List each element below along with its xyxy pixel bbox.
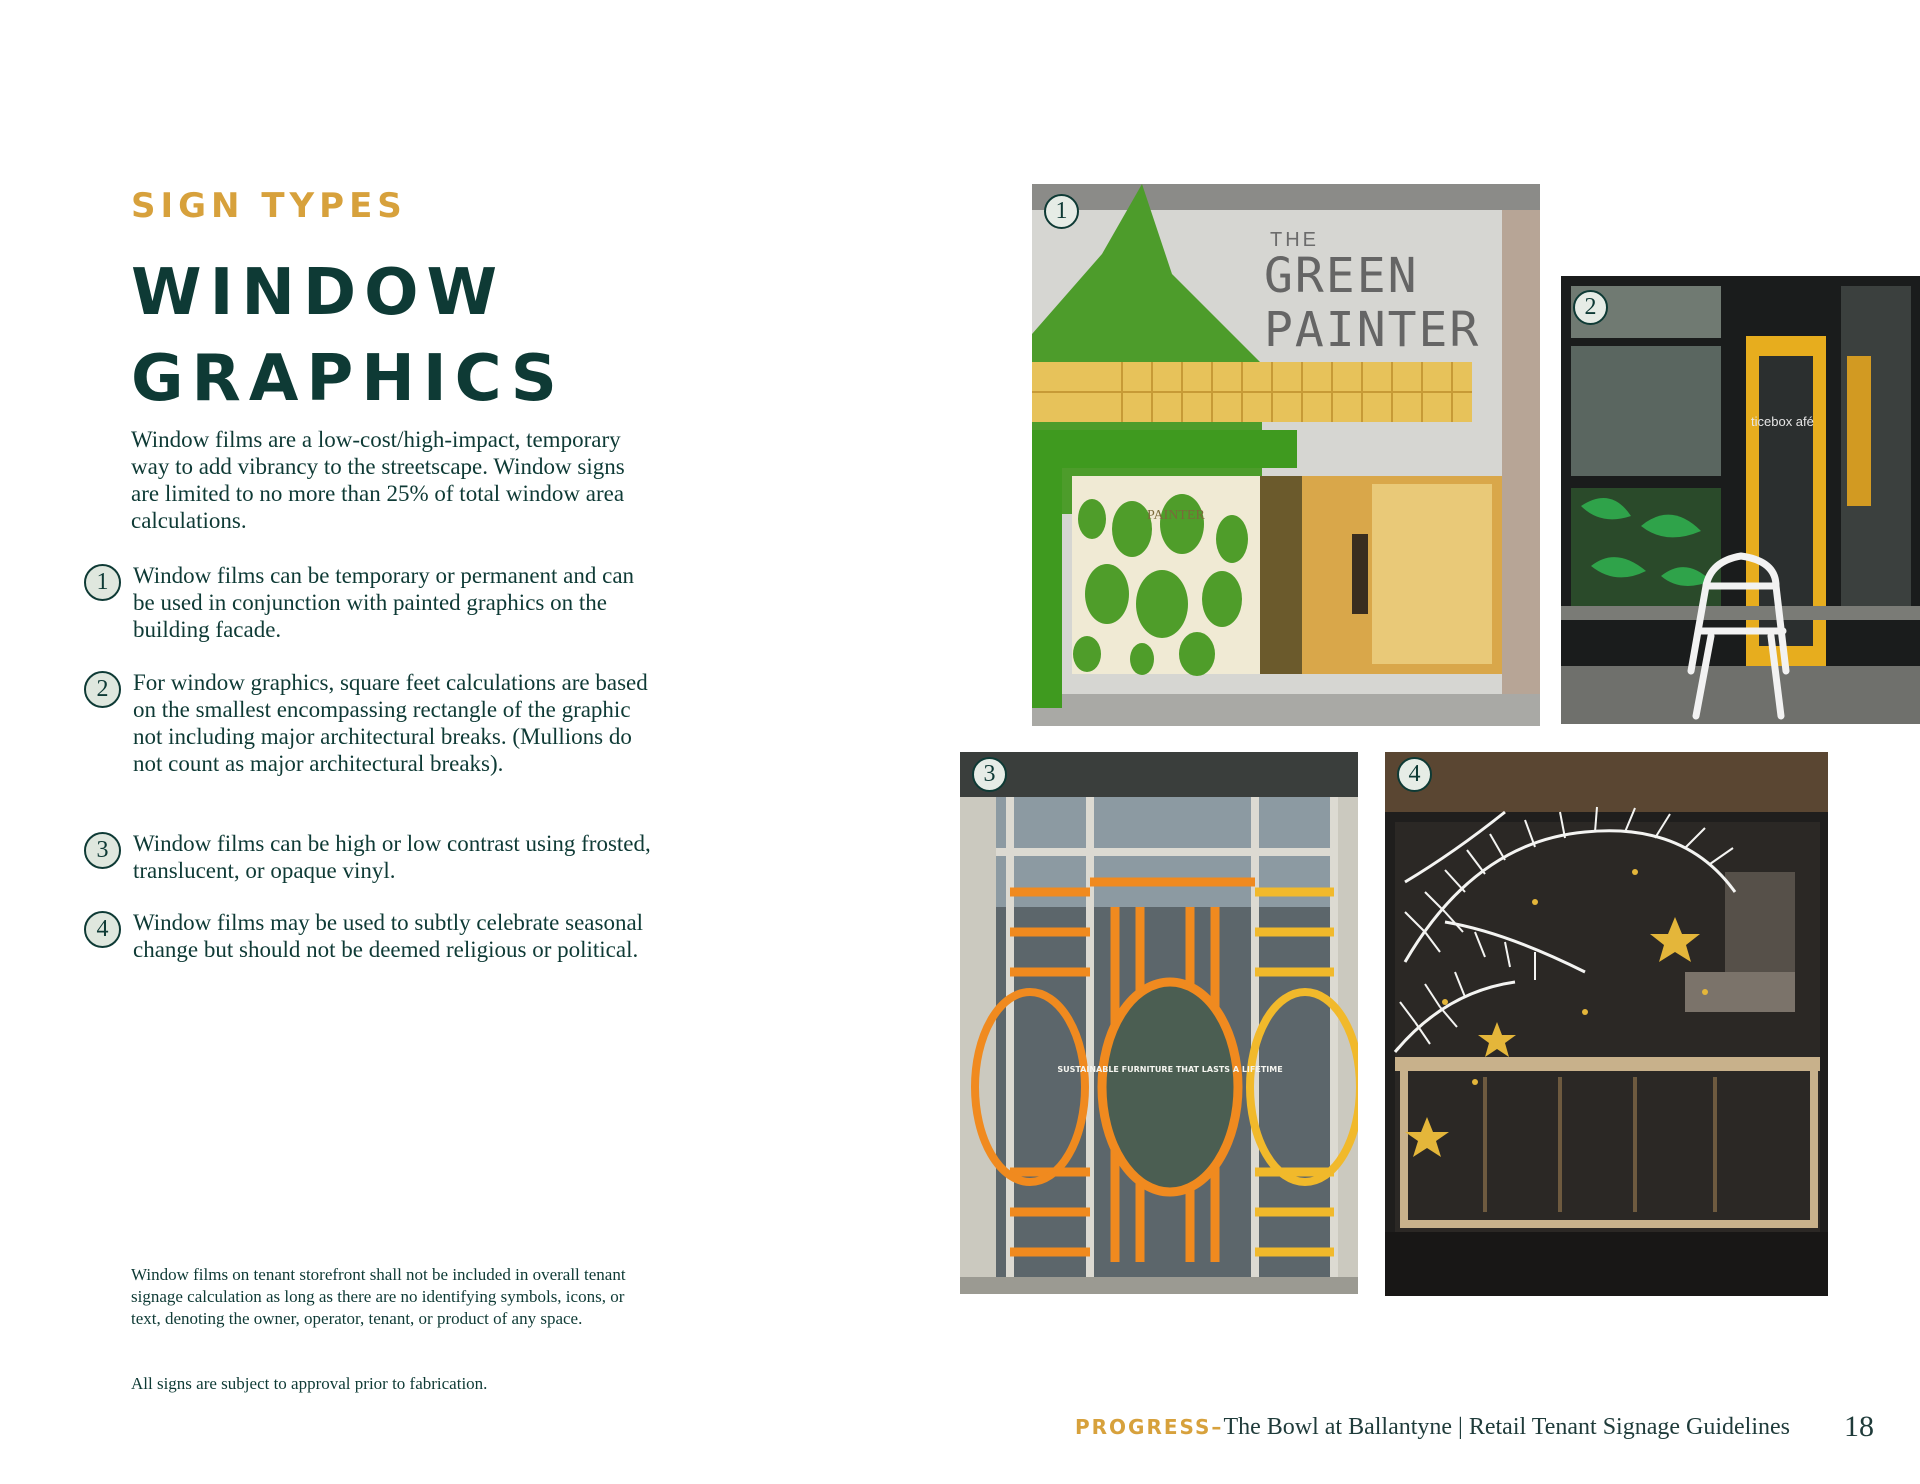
- page-title: [131, 250, 751, 422]
- number-badge: 3: [84, 832, 121, 869]
- sign-painter: PAINTER: [1264, 302, 1481, 358]
- guideline-text: For window graphics, square feet calculations are based on the smallest encompassing rectangle of the graphic not including major architectural breaks. (Mullions do not count as major architectural breaks).: [133, 670, 648, 776]
- guideline-item-3: [84, 830, 654, 884]
- guideline-item-1: [84, 562, 654, 643]
- footer: [1075, 1414, 1790, 1441]
- green-painter-illustration: [1032, 184, 1540, 726]
- photo-seasonal-window: [1385, 752, 1828, 1296]
- photo-badge-2: 2: [1573, 290, 1608, 325]
- number-badge: 4: [84, 911, 121, 948]
- footer-text: The Bowl at Ballantyne | Retail Tenant Signage Guidelines: [1223, 1414, 1790, 1440]
- guideline-item-2: [84, 669, 654, 777]
- sign-green: GREEN: [1264, 248, 1419, 304]
- striped-window-illustration: [960, 752, 1358, 1294]
- guideline-item-4: [84, 909, 654, 963]
- window-slogan: SUSTAINABLE FURNITURE THAT LASTS A LIFETIME: [1057, 1065, 1283, 1074]
- guideline-text: Window films can be high or low contrast using frosted, translucent, or opaque vinyl.: [133, 831, 651, 883]
- intro-paragraph: Window films are a low-cost/high-impact, temporary way to add vibrancy to the streetscape. Window signs are limited to no more than 25% of total window area calculations.: [131, 427, 625, 533]
- photo-green-painter: [1032, 184, 1540, 726]
- fine-print-exemption: Window films on tenant storefront shall not be included in overall tenant signage calculation as long as there are no identifying symbols, icons, or text, denoting the owner, operator, tenant, or product of any space.: [131, 1265, 626, 1328]
- guideline-text: Window films may be used to subtly celebrate seasonal change but should not be deemed religious or political.: [133, 910, 644, 962]
- number-badge: 2: [84, 671, 121, 708]
- fine-print-approval: All signs are subject to approval prior to fabrication.: [131, 1374, 488, 1393]
- photo-striped-window: [960, 752, 1358, 1294]
- seasonal-window-illustration: [1385, 752, 1828, 1296]
- page-number: 18: [1844, 1410, 1874, 1443]
- photo-badge-3: 3: [972, 757, 1007, 792]
- photo-icebox-cafe: [1561, 276, 1920, 724]
- icebox-cafe-illustration: [1561, 276, 1920, 724]
- section-eyebrow: SIGN TYPES: [131, 186, 407, 226]
- sign-the: THE: [1270, 229, 1319, 251]
- icebox-window-text: ticebox afé: [1751, 414, 1814, 429]
- page-title-line-1: WINDOW: [131, 256, 506, 330]
- footer-brand: PROGRESS–: [1074, 1415, 1224, 1439]
- number-badge: 1: [84, 564, 121, 601]
- photo-badge-1: 1: [1044, 194, 1079, 229]
- photo-badge-4: 4: [1397, 757, 1432, 792]
- window-painter-text: PAINTER: [1147, 508, 1205, 523]
- guideline-text: Window films can be temporary or permanent and can be used in conjunction with painted graphics on the building facade.: [133, 563, 635, 642]
- page-title-line-2: GRAPHICS: [131, 342, 565, 416]
